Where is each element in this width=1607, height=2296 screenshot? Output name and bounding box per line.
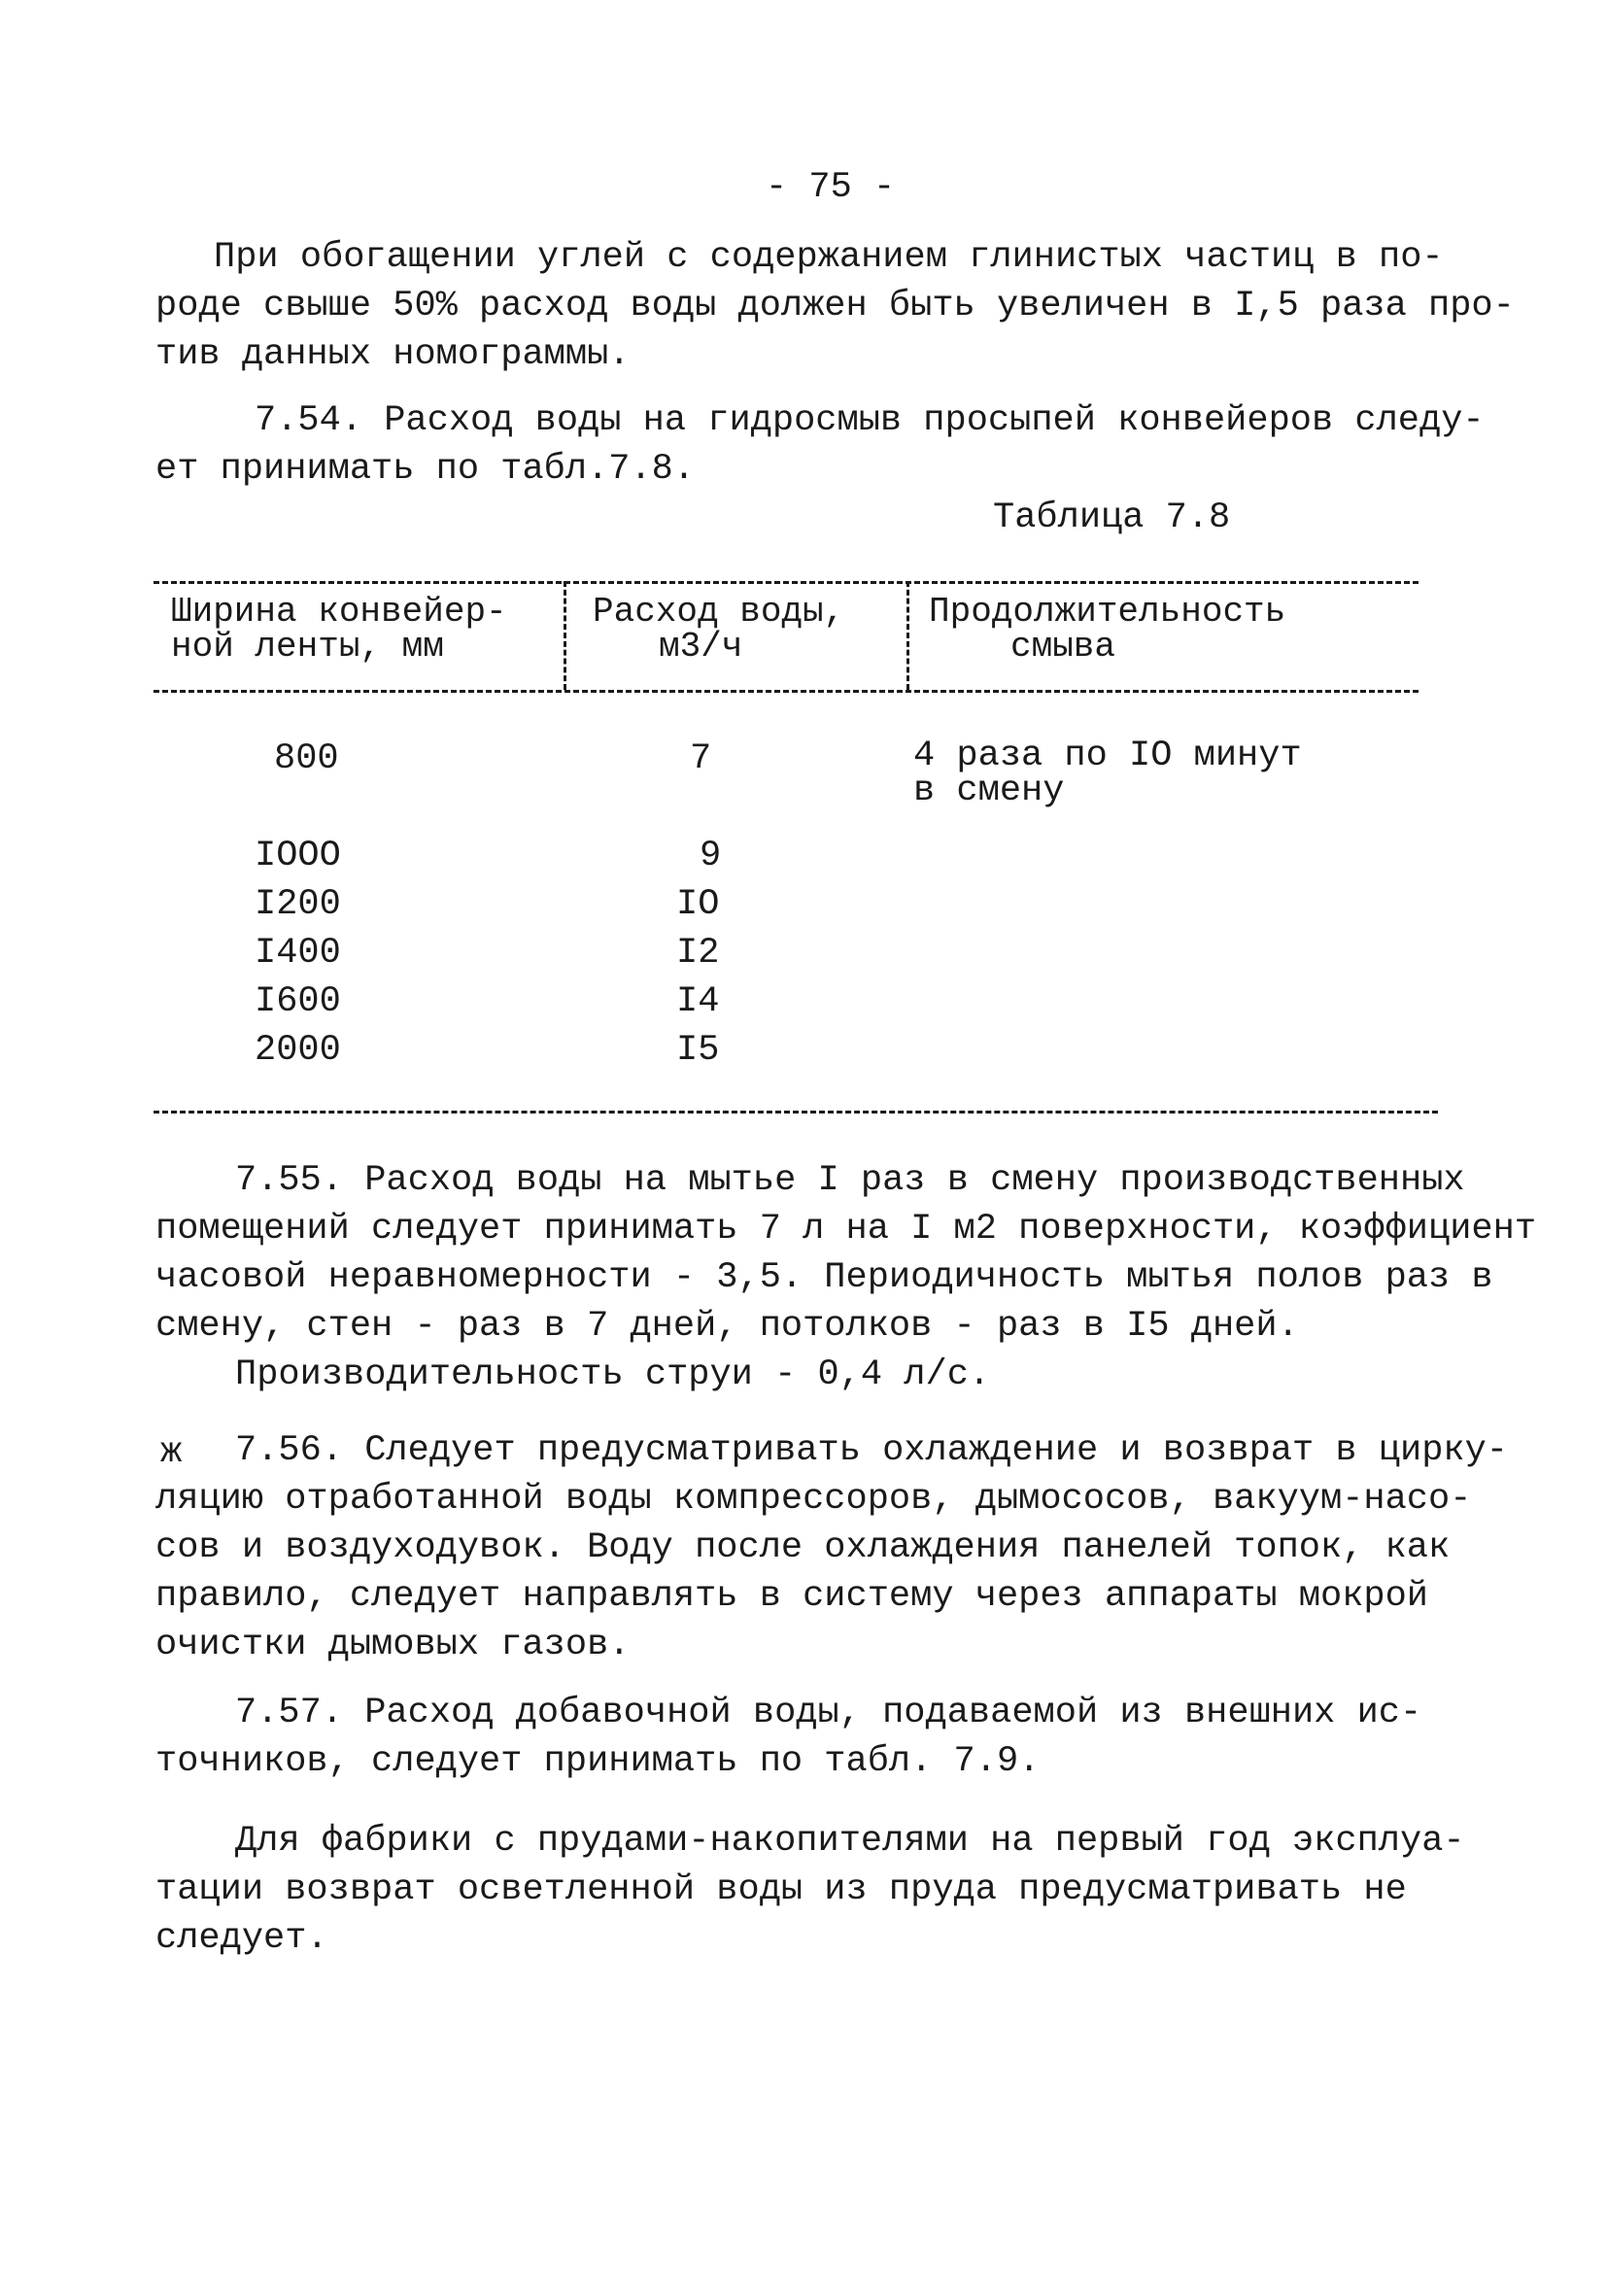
text-line: 7.56. Следует предусматривать охлаждение и возврат в цирку- bbox=[235, 1430, 1509, 1471]
text-line: 7.57. Расход добавочной воды, подаваемой из внешних ис- bbox=[235, 1693, 1422, 1733]
table-cell-flow: I2 bbox=[676, 933, 720, 974]
text-line: правило, следует направлять в систему через аппараты мокрой bbox=[155, 1576, 1429, 1617]
table-cell-width: I600 bbox=[255, 981, 341, 1022]
table-cell-duration bbox=[913, 736, 1302, 811]
table-header-width bbox=[171, 592, 507, 667]
paragraph-7-55 bbox=[155, 1156, 1537, 1399]
paragraph-7-57 bbox=[155, 1689, 1457, 1786]
table-caption: Таблица 7.8 bbox=[993, 497, 1231, 538]
text-line: Производительность струи - 0,4 л/с. bbox=[235, 1354, 991, 1395]
table-cell-width: I200 bbox=[255, 884, 341, 925]
header-line: м3/ч bbox=[659, 627, 743, 667]
page-number: - 75 - bbox=[766, 167, 896, 208]
duration-line: в смену bbox=[913, 771, 1065, 811]
table-cell-width: 2000 bbox=[255, 1030, 341, 1071]
table-cell-width: 800 bbox=[274, 738, 339, 779]
table-cell-flow: I5 bbox=[676, 1030, 720, 1071]
text-line: роде свыше 50% расход воды должен быть увеличен в I,5 раза про- bbox=[155, 286, 1515, 326]
text-line: 7.54. Расход воды на гидросмыв просыпей конвейеров следу- bbox=[255, 400, 1485, 441]
text-line: тации возврат осветленной воды из пруда предусматривать не bbox=[155, 1869, 1407, 1910]
table-cell-flow: 7 bbox=[690, 738, 712, 779]
text-line: часовой неравномерности - 3,5. Периодичность мытья полов раз в bbox=[155, 1257, 1493, 1298]
table-bottom-rule bbox=[154, 1111, 1438, 1114]
text-line: помещений следует принимать 7 л на I м2 поверхности, коэффициент bbox=[155, 1209, 1537, 1250]
header-line: ной ленты, мм bbox=[171, 627, 444, 667]
text-line: следует. bbox=[155, 1918, 328, 1959]
text-line: Для фабрики с прудами-накопителями на первый год эксплуа- bbox=[235, 1821, 1465, 1862]
table-header-duration bbox=[929, 592, 1286, 667]
table-cell-flow: 9 bbox=[700, 836, 722, 876]
header-line: Ширина конвейер- bbox=[171, 592, 507, 632]
header-line: Продолжительность bbox=[929, 592, 1286, 632]
table-cell-flow: IO bbox=[676, 884, 720, 925]
text-line: точников, следует принимать по табл. 7.9. bbox=[155, 1741, 1041, 1782]
text-line: очистки дымовых газов. bbox=[155, 1625, 631, 1665]
paragraph-factory bbox=[155, 1817, 1465, 1963]
table-top-rule bbox=[154, 581, 1419, 584]
paragraph-7-54 bbox=[155, 396, 1485, 494]
text-line: При обогащении углей с содержанием глинистых частиц в по- bbox=[214, 237, 1444, 278]
text-line: ет принимать по табл.7.8. bbox=[155, 449, 696, 490]
margin-marker: ж bbox=[160, 1432, 183, 1473]
text-line: смену, стен - раз в 7 дней, потолков - раз в I5 дней. bbox=[155, 1306, 1299, 1347]
text-line: сов и воздуходувок. Воду после охлаждения панелей топок, как bbox=[155, 1527, 1451, 1568]
table-header-flow bbox=[593, 592, 845, 667]
paragraph-intro bbox=[155, 233, 1515, 379]
table-cell-flow: I4 bbox=[676, 981, 720, 1022]
paragraph-7-56 bbox=[155, 1426, 1509, 1669]
table-cell-width: I400 bbox=[255, 933, 341, 974]
table-column-divider bbox=[906, 581, 909, 690]
table-column-divider bbox=[564, 581, 566, 690]
table-header-rule bbox=[154, 690, 1419, 693]
duration-line: 4 раза по IO минут bbox=[913, 736, 1302, 776]
header-line: смыва bbox=[1010, 627, 1116, 667]
text-line: ляцию отработанной воды компрессоров, дымососов, вакуум-насо- bbox=[155, 1479, 1472, 1520]
text-line: 7.55. Расход воды на мытье I раз в смену производственных bbox=[235, 1160, 1465, 1201]
header-line: Расход воды, bbox=[593, 592, 845, 632]
text-line: тив данных номограммы. bbox=[155, 334, 631, 375]
table-cell-width: IOOO bbox=[255, 836, 341, 876]
